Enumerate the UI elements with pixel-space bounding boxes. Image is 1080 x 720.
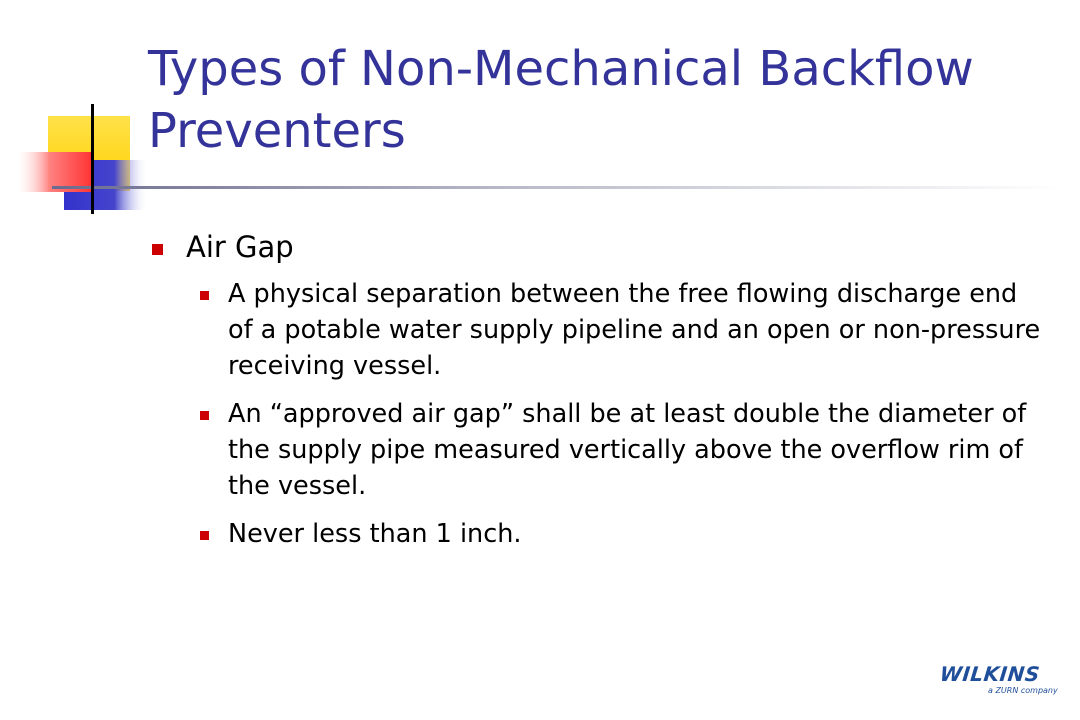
square-bullet-icon <box>200 531 209 540</box>
square-bullet-icon <box>200 411 209 420</box>
logo-tagline: a ZURN company <box>988 686 1058 695</box>
square-bullet-icon <box>152 244 163 255</box>
wilkins-logo <box>936 662 1056 702</box>
square-bullet-icon <box>200 291 209 300</box>
sub-bullet-definition <box>150 276 1048 384</box>
bullet-air-gap <box>150 222 1050 272</box>
sub-bullet-list <box>150 276 1050 552</box>
logo-wordmark: WILKINS <box>938 662 1042 686</box>
slide-body <box>150 222 1050 564</box>
vertical-line <box>91 104 94 214</box>
title-underline <box>52 186 1062 189</box>
slide-title: Types of Non-Mechanical Backflow Preventers <box>148 41 974 159</box>
sub-bullet-text: A physical separation between the free flowing discharge end of a potable water supply pipeline and an open or non-pressure receiving vessel. <box>228 279 1041 381</box>
sub-bullet-approved-air-gap <box>150 396 1048 504</box>
bullet-text: Air Gap <box>186 230 294 264</box>
sub-bullet-text: An “approved air gap” shall be at least double the diameter of the supply pipe measured vertically above the overflow rim of the vessel. <box>228 399 1027 501</box>
sub-bullet-text: Never less than 1 inch. <box>228 519 522 549</box>
sub-bullet-minimum <box>150 516 1048 552</box>
